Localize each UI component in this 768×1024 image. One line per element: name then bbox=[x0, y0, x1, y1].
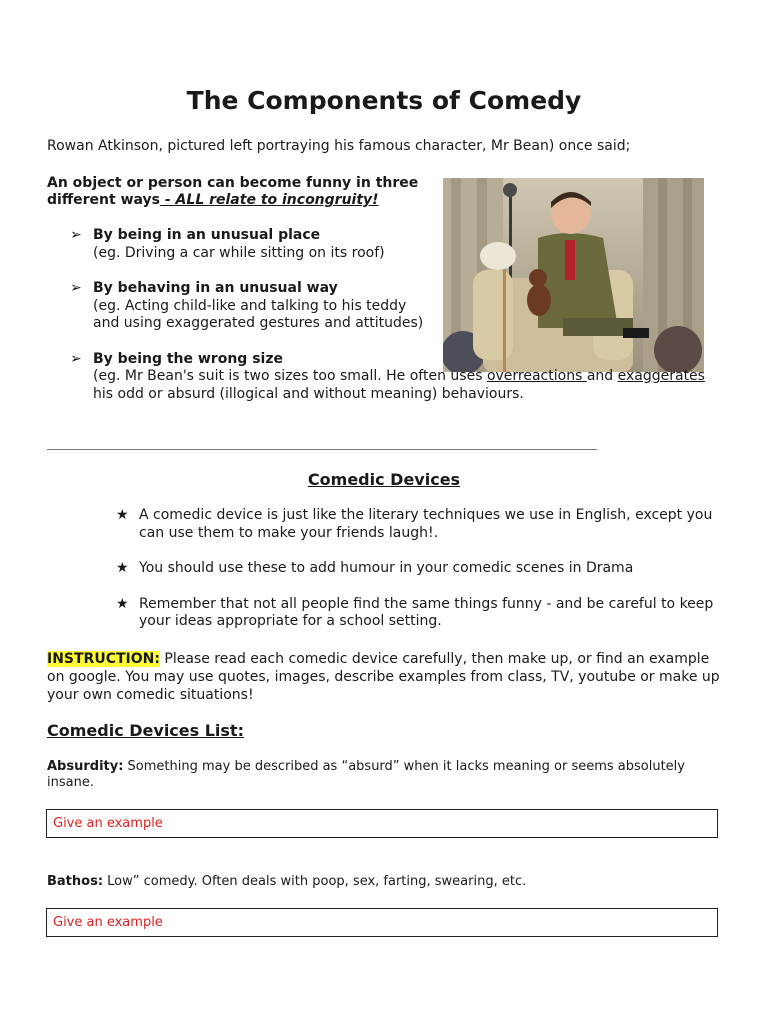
device-bathos bbox=[47, 874, 727, 890]
intro-text: Rowan Atkinson, pictured left portraying his famous character, Mr Bean) once said; bbox=[47, 138, 631, 154]
list-item bbox=[116, 596, 716, 631]
device-term: Bathos: bbox=[47, 874, 104, 889]
example-answer-field[interactable]: Give an example bbox=[46, 809, 718, 838]
way-detail: (eg. Driving a car while sitting on its roof) bbox=[93, 244, 385, 261]
detail-text: and bbox=[586, 368, 618, 384]
way-heading: By being the wrong size bbox=[93, 350, 283, 367]
instruction-paragraph bbox=[47, 650, 727, 704]
instruction-label: INSTRUCTION: bbox=[47, 651, 160, 667]
arrow-bullet-icon: ➢ bbox=[70, 350, 82, 367]
detail-text: (eg. Mr Bean's suit is two sizes too small. He often uses bbox=[93, 368, 487, 384]
star-bullet-icon: ★ bbox=[116, 560, 129, 576]
lead-paragraph bbox=[47, 175, 437, 209]
underlined-term: overreactions bbox=[486, 368, 587, 384]
lead-text: An object or person can become funny in three different ways bbox=[47, 175, 419, 208]
device-definition: Low” comedy. Often deals with poop, sex, farting, swearing, etc. bbox=[103, 874, 527, 889]
list-item bbox=[70, 351, 710, 404]
instruction-text: Please read each comedic device carefully, then make up, or find an example on google. You may use quotes, images, describe examples from class, TV, youtube or make up your own comedic situations! bbox=[47, 651, 720, 703]
star-text: You should use these to add humour in your comedic scenes in Drama bbox=[139, 560, 634, 576]
way-detail bbox=[93, 368, 710, 403]
way-heading: By behaving in an unusual way bbox=[93, 280, 338, 296]
star-list bbox=[116, 507, 716, 649]
device-term: Absurdity: bbox=[47, 759, 124, 774]
example-answer-field[interactable]: Give an example bbox=[46, 908, 718, 937]
divider bbox=[47, 449, 597, 450]
ways-list bbox=[70, 227, 710, 421]
star-bullet-icon: ★ bbox=[116, 507, 129, 523]
list-item bbox=[70, 280, 433, 333]
way-detail: (eg. Acting child-like and talking to his teddy and using exaggerated gestures and attitudes) bbox=[93, 297, 424, 331]
arrow-bullet-icon: ➢ bbox=[70, 280, 82, 296]
page-title: The Components of Comedy bbox=[186, 86, 582, 115]
list-item bbox=[116, 560, 716, 578]
section-title: Comedic Devices bbox=[307, 470, 461, 489]
star-bullet-icon: ★ bbox=[116, 595, 129, 612]
device-absurdity bbox=[47, 759, 727, 791]
devices-list-title: Comedic Devices List: bbox=[47, 721, 244, 740]
list-item bbox=[116, 507, 716, 542]
star-text: Remember that not all people find the same things funny - and be careful to keep your ideas appropriate for a school setting. bbox=[139, 595, 714, 629]
device-definition: Something may be described as “absurd” when it lacks meaning or seems absolutely insane. bbox=[47, 759, 685, 790]
detail-text: his odd or absurd (illogical and without meaning) behaviours. bbox=[93, 385, 524, 402]
star-text: A comedic device is just like the literary techniques we use in English, except you can use them to make your friends laugh!. bbox=[139, 507, 713, 541]
list-item bbox=[70, 227, 710, 262]
arrow-bullet-icon: ➢ bbox=[70, 227, 82, 243]
way-heading: By being in an unusual place bbox=[93, 227, 321, 243]
lead-emphasis: - ALL relate to incongruity! bbox=[160, 192, 379, 208]
underlined-term: exaggerates bbox=[617, 368, 705, 384]
